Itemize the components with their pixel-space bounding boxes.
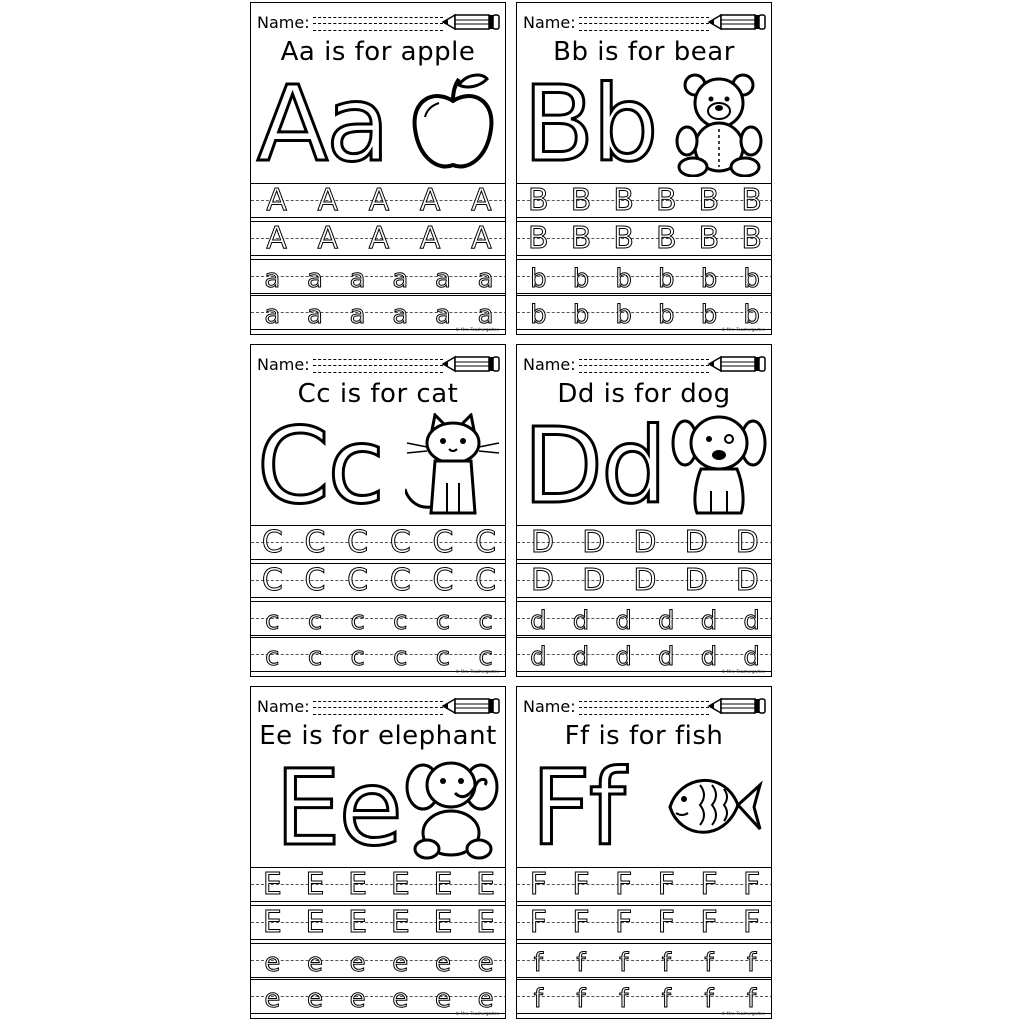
name-write-line bbox=[313, 17, 443, 31]
worksheet-title: Ff is for fish bbox=[564, 721, 724, 751]
name-write-line bbox=[579, 17, 709, 31]
pencil-icon bbox=[441, 353, 501, 375]
big-uppercase: B bbox=[523, 63, 593, 185]
credit: © Mrs. Teachergarten bbox=[455, 1011, 499, 1016]
name-label: Name: bbox=[523, 13, 576, 32]
big-lowercase: d bbox=[601, 405, 666, 527]
tracing-row: f f f f f f bbox=[517, 943, 772, 981]
name-row bbox=[523, 353, 767, 375]
big-lowercase: f bbox=[588, 747, 624, 869]
letter-art bbox=[517, 405, 772, 527]
letter-art bbox=[251, 405, 506, 527]
name-write-line bbox=[313, 701, 443, 715]
letter-art bbox=[251, 747, 506, 869]
tracing-row: B B B B B B bbox=[517, 221, 772, 259]
big-letters bbox=[257, 405, 407, 527]
letter-art bbox=[517, 747, 772, 869]
name-label: Name: bbox=[257, 697, 310, 716]
pencil-icon bbox=[441, 695, 501, 717]
letter-art bbox=[517, 63, 772, 185]
credit: © Mrs. Teachergarten bbox=[721, 669, 765, 674]
tracing-row: A A A A A bbox=[251, 183, 506, 221]
name-row bbox=[523, 11, 767, 33]
tracing-row: B B B B B B bbox=[517, 183, 772, 221]
credit: © Mrs. Teachergarten bbox=[721, 1011, 765, 1016]
tracing-rows bbox=[251, 865, 506, 1019]
name-write-line bbox=[579, 701, 709, 715]
tracing-row: a a a a a a bbox=[251, 295, 506, 333]
tracing-row: E E E E E E bbox=[251, 905, 506, 943]
tracing-row: F F F F F F bbox=[517, 905, 772, 943]
big-uppercase: D bbox=[523, 405, 602, 527]
name-label: Name: bbox=[257, 13, 310, 32]
apple-icon bbox=[405, 71, 501, 177]
fish-icon bbox=[659, 755, 769, 861]
name-write-line bbox=[579, 359, 709, 373]
worksheet-title: Dd is for dog bbox=[557, 379, 731, 409]
cat-icon bbox=[405, 413, 501, 519]
big-uppercase: E bbox=[275, 747, 339, 869]
pencil-icon bbox=[707, 353, 767, 375]
name-label: Name: bbox=[523, 355, 576, 374]
name-label: Name: bbox=[523, 697, 576, 716]
big-letters bbox=[523, 405, 673, 527]
tracing-row: f f f f f f bbox=[517, 979, 772, 1017]
name-write-line bbox=[313, 359, 443, 373]
pencil-icon bbox=[707, 695, 767, 717]
worksheet-f bbox=[516, 686, 772, 1019]
tracing-row: b b b b b b bbox=[517, 295, 772, 333]
pencil-icon bbox=[707, 11, 767, 33]
worksheet-title: Cc is for cat bbox=[297, 379, 459, 409]
big-letters bbox=[523, 63, 673, 185]
bear-icon bbox=[671, 71, 767, 177]
tracing-row: a a a a a a bbox=[251, 259, 506, 297]
tracing-row: C C C C C C bbox=[251, 563, 506, 601]
tracing-row: F F F F F F bbox=[517, 867, 772, 905]
worksheet-title: Aa is for apple bbox=[280, 37, 476, 67]
tracing-rows bbox=[517, 523, 772, 677]
elephant-icon bbox=[405, 755, 501, 861]
tracing-rows bbox=[251, 181, 506, 335]
name-row bbox=[257, 695, 501, 717]
tracing-rows bbox=[517, 181, 772, 335]
worksheet-c bbox=[250, 344, 506, 677]
tracing-row: A A A A A bbox=[251, 221, 506, 259]
big-lowercase: c bbox=[327, 405, 383, 527]
dog-icon bbox=[671, 413, 767, 519]
tracing-row: D D D D D bbox=[517, 563, 772, 601]
worksheet-b bbox=[516, 2, 772, 335]
tracing-row: d d d d d d bbox=[517, 637, 772, 675]
big-uppercase: A bbox=[257, 63, 327, 185]
big-lowercase: e bbox=[338, 747, 401, 869]
tracing-row: e e e e e e bbox=[251, 979, 506, 1017]
tracing-row: C C C C C C bbox=[251, 525, 506, 563]
name-row bbox=[257, 353, 501, 375]
worksheet-d bbox=[516, 344, 772, 677]
credit: © Mrs. Teachergarten bbox=[721, 327, 765, 332]
big-lowercase: a bbox=[326, 63, 388, 185]
worksheet-a bbox=[250, 2, 506, 335]
worksheet-title: Bb is for bear bbox=[553, 37, 735, 67]
tracing-row: c c c c c c bbox=[251, 601, 506, 639]
big-letters bbox=[275, 747, 425, 869]
worksheet-title: Ee is for elephant bbox=[259, 721, 497, 751]
tracing-row: c c c c c c bbox=[251, 637, 506, 675]
credit: © Mrs. Teachergarten bbox=[455, 327, 499, 332]
tracing-row: E E E E E E bbox=[251, 867, 506, 905]
letter-art bbox=[251, 63, 506, 185]
pencil-icon bbox=[441, 11, 501, 33]
worksheet-e bbox=[250, 686, 506, 1019]
tracing-row: b b b b b b bbox=[517, 259, 772, 297]
big-letters bbox=[257, 63, 407, 185]
tracing-row: d d d d d d bbox=[517, 601, 772, 639]
name-label: Name: bbox=[257, 355, 310, 374]
name-row bbox=[257, 11, 501, 33]
name-row bbox=[523, 695, 767, 717]
big-uppercase: F bbox=[531, 747, 589, 869]
tracing-row: D D D D D bbox=[517, 525, 772, 563]
tracing-rows bbox=[517, 865, 772, 1019]
big-uppercase: C bbox=[257, 405, 328, 527]
credit: © Mrs. Teachergarten bbox=[455, 669, 499, 674]
tracing-rows bbox=[251, 523, 506, 677]
big-lowercase: b bbox=[592, 63, 657, 185]
tracing-row: e e e e e e bbox=[251, 943, 506, 981]
